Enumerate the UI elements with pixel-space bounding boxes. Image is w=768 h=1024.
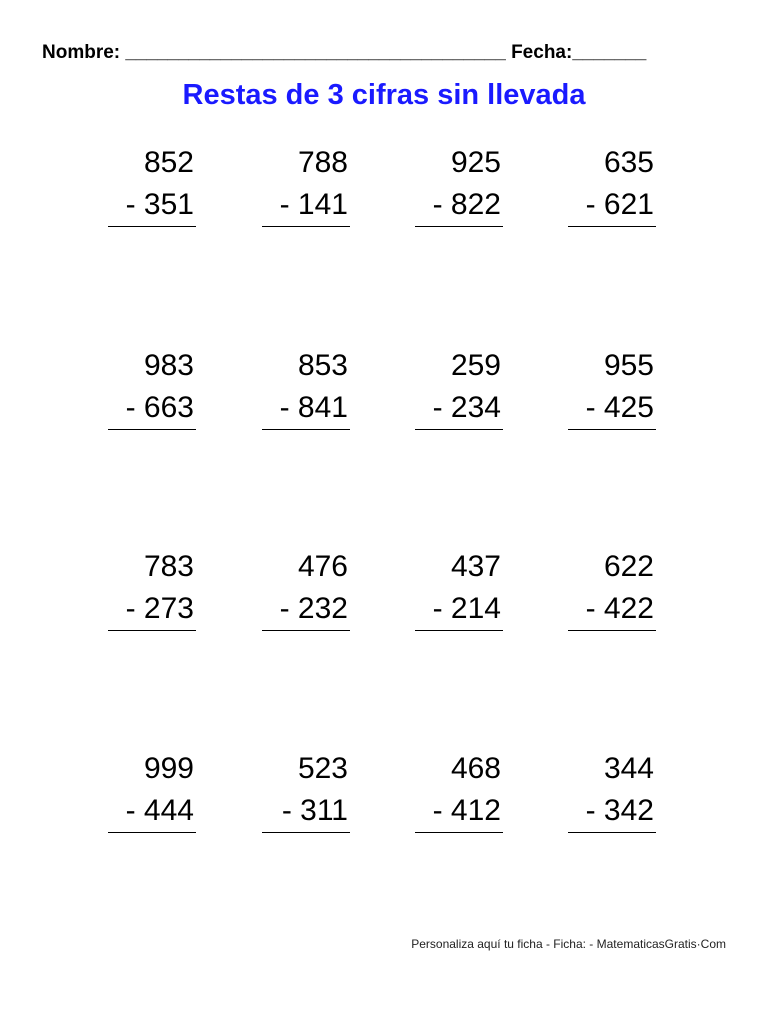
subtrahend: - 141 <box>262 184 350 227</box>
subtrahend: - 214 <box>415 588 503 631</box>
minuend: 983 <box>143 349 194 382</box>
minuend: 999 <box>143 752 194 785</box>
subtrahend: - 311 <box>262 790 350 833</box>
problem <box>568 748 656 833</box>
minuend: 925 <box>450 146 501 179</box>
subtrahend: - 841 <box>262 387 350 430</box>
minuend: 476 <box>297 550 348 583</box>
problem <box>415 345 503 430</box>
minuend: 955 <box>603 349 654 382</box>
subtrahend: - 425 <box>568 387 656 430</box>
minuend: 468 <box>450 752 501 785</box>
problem <box>262 748 350 833</box>
problem <box>568 345 656 430</box>
subtrahend: - 234 <box>415 387 503 430</box>
subtrahend: - 444 <box>108 790 196 833</box>
problem <box>568 142 656 227</box>
minuend: 259 <box>450 349 501 382</box>
problem <box>262 345 350 430</box>
problem <box>415 142 503 227</box>
problem <box>108 546 196 631</box>
problem <box>108 748 196 833</box>
footer-credit: Personaliza aquí tu ficha - Ficha: - MatematicasGratis·Com <box>411 937 726 951</box>
problem <box>262 142 350 227</box>
problem <box>415 546 503 631</box>
subtrahend: - 663 <box>108 387 196 430</box>
minuend: 852 <box>143 146 194 179</box>
minuend: 783 <box>143 550 194 583</box>
subtrahend: - 412 <box>415 790 503 833</box>
minuend: 523 <box>297 752 348 785</box>
minuend: 622 <box>603 550 654 583</box>
problem <box>108 142 196 227</box>
minuend: 788 <box>297 146 348 179</box>
worksheet-title: Restas de 3 cifras sin llevada <box>182 79 586 111</box>
minuend: 437 <box>450 550 501 583</box>
subtrahend: - 621 <box>568 184 656 227</box>
problem <box>415 748 503 833</box>
minuend: 344 <box>603 752 654 785</box>
minuend: 635 <box>603 146 654 179</box>
subtrahend: - 232 <box>262 588 350 631</box>
subtrahend: - 351 <box>108 184 196 227</box>
subtrahend: - 422 <box>568 588 656 631</box>
subtrahend: - 342 <box>568 790 656 833</box>
problem <box>262 546 350 631</box>
name-date-line: Nombre: ____________________________________ Fecha:_______ <box>42 42 647 63</box>
problem <box>568 546 656 631</box>
problem <box>108 345 196 430</box>
minuend: 853 <box>297 349 348 382</box>
subtrahend: - 822 <box>415 184 503 227</box>
subtrahend: - 273 <box>108 588 196 631</box>
